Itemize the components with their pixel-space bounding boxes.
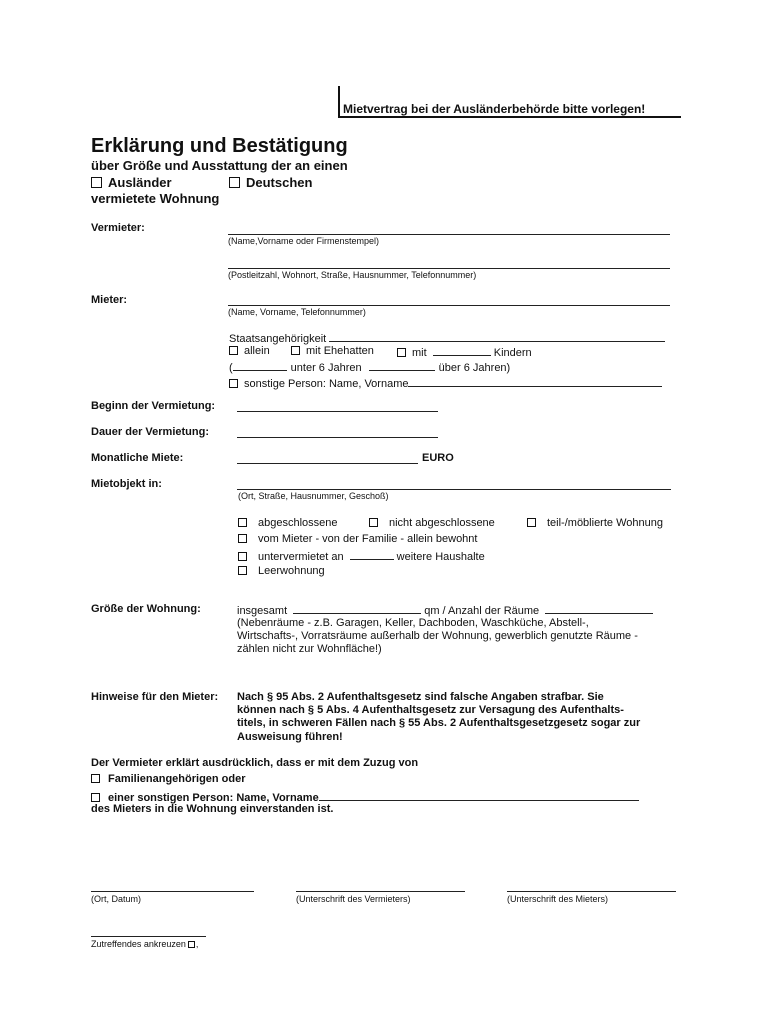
abgeschlossene-option [238,517,338,529]
erklaerung-line-1: Der Vermieter erklärt ausdrücklich, dass er mit dem Zuzug von [91,757,419,769]
ueber6-count-field[interactable] [369,360,435,371]
untervermietet-option [238,549,485,563]
leerwohnung-checkbox[interactable] [238,566,247,575]
untervermietet-label: untervermietet an [258,551,344,563]
vermieter-signature-label: (Unterschrift des Vermieters) [296,894,411,904]
vom-mieter-option [238,533,477,545]
vermieter-address-hint: (Postleitzahl, Wohnort, Straße, Hausnummer, Telefonnummer) [228,270,477,280]
beginn-label: Beginn der Vermietung: [91,400,216,412]
hinweise-line-3: titels, in schweren Fällen nach § 55 Abs. 2 Aufenthaltsgesetzgesetz sogar zur [237,717,641,729]
option-auslaender[interactable] [91,175,172,190]
nicht-abgeschlossene-checkbox[interactable] [369,518,378,527]
sonstige-person-checkbox[interactable] [91,793,100,802]
groesse-note-1: (Nebenräume - z.B. Garagen, Keller, Dachboden, Waschküche, Abstell-, [237,617,589,629]
children-age-row [229,360,510,374]
unter6-label: unter 6 Jahren [290,362,362,374]
ueber6-label: über 6 Jahren) [438,362,511,374]
sonstige-person-option [91,789,639,804]
dauer-field[interactable] [237,437,438,438]
currency-label: EURO [422,452,454,464]
qm-anzahl-label: qm / Anzahl der Räume [424,605,540,617]
allein-label: allein [244,345,270,357]
nicht-abgeschlossene-label: nicht abgeschlossene [389,517,495,529]
untervermietet-checkbox[interactable] [238,552,247,561]
groesse-row [237,603,653,617]
page-subtitle: über Größe und Ausstattung der an einen [91,158,348,173]
nationality-label: Staatsangehörigkeit [229,333,327,345]
familie-option [91,773,246,785]
mieter-label: Mieter: [91,294,128,306]
deutschen-checkbox[interactable] [229,177,240,188]
hinweise-line-2: können nach § 5 Abs. 4 Aufenthaltsgesetz zur Versagung des Aufenthalts- [237,704,624,716]
hinweise-label: Hinweise für den Mieter: [91,691,219,703]
raeume-field[interactable] [545,603,653,614]
mieter-name-line[interactable] [228,305,670,306]
qm-field[interactable] [293,603,421,614]
abgeschlossene-checkbox[interactable] [238,518,247,527]
page-subtitle-2: vermietete Wohnung [91,191,220,206]
sonstige-person-label: einer sonstigen Person: Name, Vorname [108,792,319,804]
mieter-signature-label: (Unterschrift des Mieters) [507,894,609,904]
mietobjekt-address-field[interactable] [237,489,671,490]
sonstige-row [229,375,662,390]
household-row [229,345,270,357]
header-notice: Mietvertrag bei der Ausländerbehörde bitte vorlegen! [343,102,646,116]
ehehatten-label: mit Ehehatten [306,345,374,357]
familie-checkbox[interactable] [91,774,100,783]
miete-label: Monatliche Miete: [91,452,184,464]
unter6-count-field[interactable] [233,360,287,371]
untervermietet-tail-label: weitere Haushalte [396,551,485,563]
abgeschlossene-label: abgeschlossene [258,517,338,529]
nationality-field[interactable] [329,330,665,342]
sonstige-name-field[interactable] [408,375,662,387]
dauer-label: Dauer der Vermietung: [91,426,209,438]
beginn-field[interactable] [237,411,438,412]
leerwohnung-option [238,565,325,577]
ort-datum-field[interactable] [91,891,254,892]
teil-moebliert-option [527,517,663,529]
mieter-signature-field[interactable] [507,891,676,892]
leerwohnung-label: Leerwohnung [258,565,325,577]
mieter-name-hint: (Name, Vorname, Telefonnummer) [228,307,366,317]
vermieter-label: Vermieter: [91,222,145,234]
footnote-text: Zutreffendes ankreuzen [91,939,186,949]
hinweise-line-4: Ausweisung führen! [237,731,343,743]
familie-label: Familienangehörigen oder [108,773,246,785]
teil-moebliert-checkbox[interactable] [527,518,536,527]
ehehatten-option [291,345,374,357]
header-vertical-rule [338,86,340,117]
kindern-label: Kindern [493,347,532,359]
groesse-note-2: Wirtschafts-, Vorratsräume außerhalb der Wohnung, gewerblich genutzte Räume - [237,630,638,642]
auslaender-checkbox[interactable] [91,177,102,188]
sonstige-person-name-field[interactable] [319,789,639,801]
hinweise-line-1: Nach § 95 Abs. 2 Aufenthaltsgesetz sind falsche Angaben strafbar. Sie [237,691,604,703]
footnote-tail: , [195,939,199,949]
option-deutschen[interactable] [229,175,312,190]
teil-moebliert-label: teil-/möblierte Wohnung [547,517,663,529]
mietobjekt-label: Mietobjekt in: [91,478,162,490]
sonstige-checkbox[interactable] [229,379,238,388]
erklaerung-line-end: des Mieters in die Wohnung einverstanden ist. [91,803,334,815]
footnote-checkbox-icon [188,941,195,948]
kinder-option [397,345,532,359]
groesse-label: Größe der Wohnung: [91,603,201,615]
footnote [91,939,198,949]
vom-mieter-label: vom Mieter - von der Familie - allein bewohnt [258,533,478,545]
vom-mieter-checkbox[interactable] [238,534,247,543]
vermieter-name-hint: (Name,Vorname oder Firmenstempel) [228,236,380,246]
vermieter-signature-field[interactable] [296,891,465,892]
header-underline [338,116,681,118]
ehehatten-checkbox[interactable] [291,346,300,355]
miete-field[interactable] [237,463,418,464]
vermieter-address-line[interactable] [228,268,670,269]
footnote-rule [91,936,206,937]
auslaender-label: Ausländer [108,175,172,190]
kinder-checkbox[interactable] [397,348,406,357]
groesse-note-3: zählen nicht zur Wohnfläche!) [237,643,382,655]
deutschen-label: Deutschen [246,175,313,190]
vermieter-name-line[interactable] [228,234,670,235]
sonstige-label: sonstige Person: Name, Vorname [244,378,409,390]
insgesamt-label: insgesamt [237,605,288,617]
allein-checkbox[interactable] [229,346,238,355]
ort-datum-label: (Ort, Datum) [91,894,142,904]
nationality-row [229,330,665,345]
mietobjekt-hint: (Ort, Straße, Hausnummer, Geschoß) [238,491,389,501]
nicht-abgeschlossene-option [369,517,495,529]
untervermietet-count-field[interactable] [350,549,394,560]
page-title: Erklärung und Bestätigung [91,135,348,157]
kinder-count-field[interactable] [433,345,491,356]
open-paren: ( [229,362,233,374]
mit-label: mit [412,347,427,359]
